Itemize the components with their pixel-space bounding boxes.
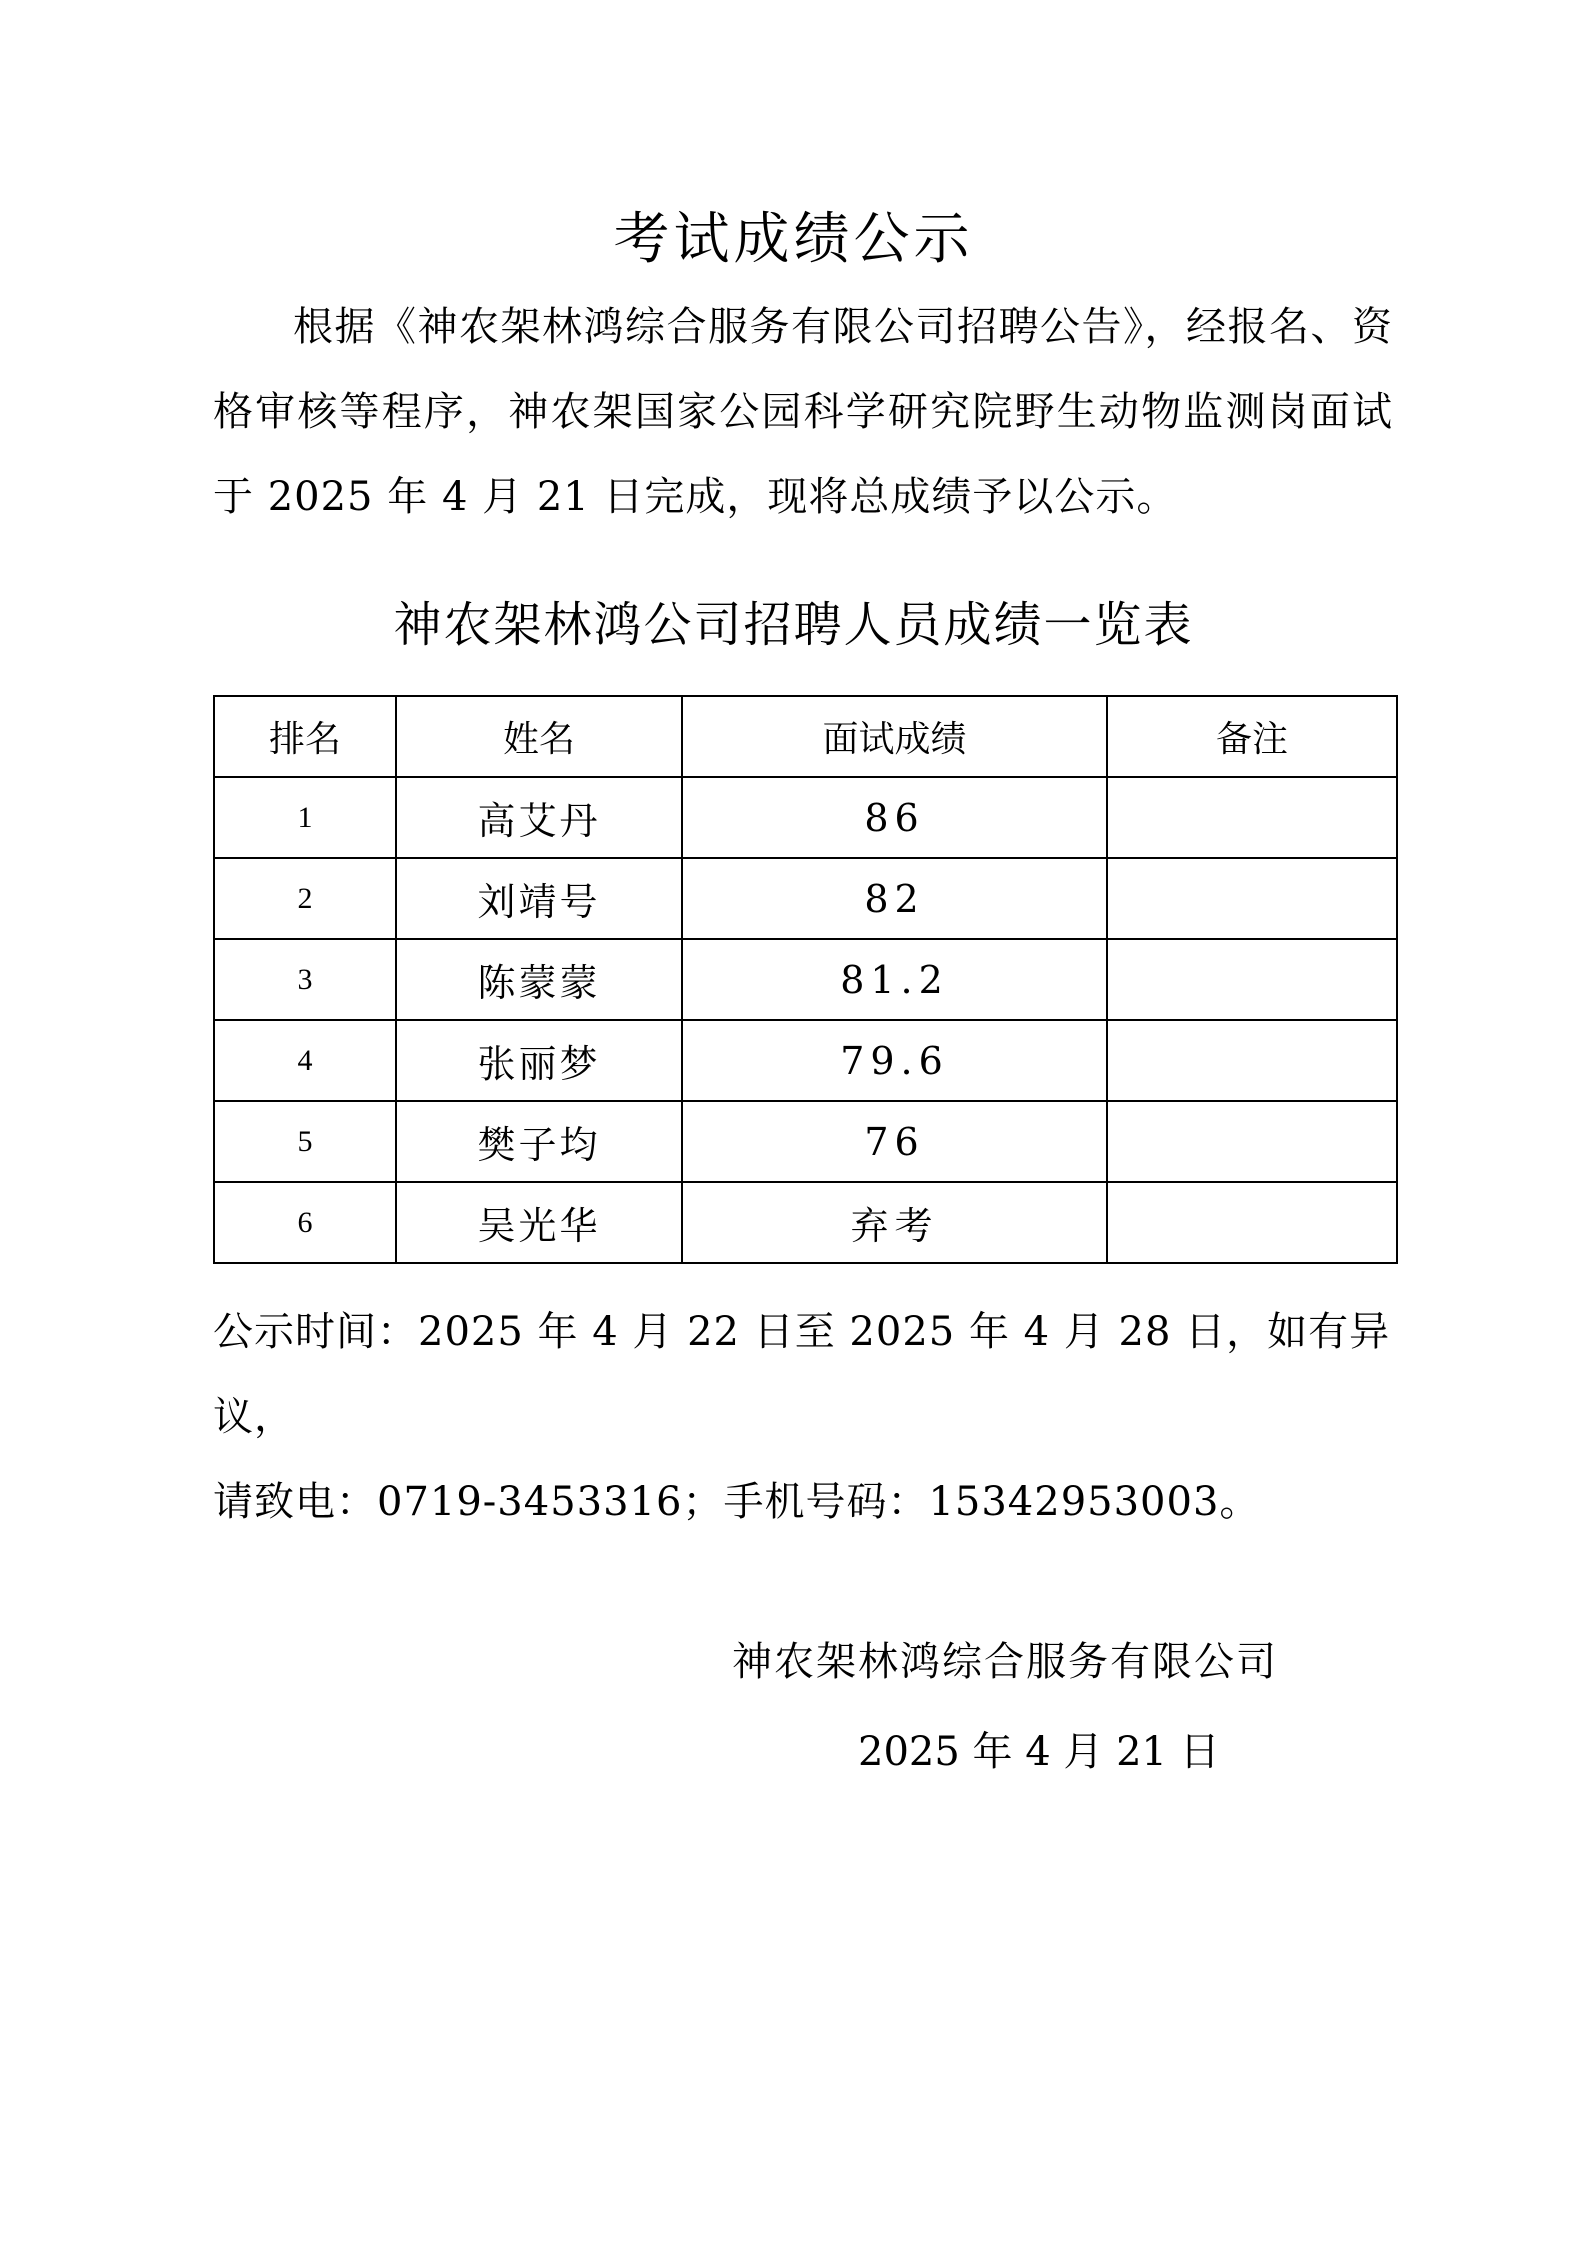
cell-name: 张丽梦 [396,1020,682,1101]
cell-name: 陈蒙蒙 [396,939,682,1020]
cell-score: 82 [682,858,1107,939]
cell-note [1107,1182,1397,1263]
cell-name: 吴光华 [396,1182,682,1263]
table-row [214,858,1397,939]
signature-company: 神农架林鸿综合服务有限公司 [732,1639,1278,1685]
cell-name: 高艾丹 [396,777,682,858]
score-table [213,695,1398,1264]
header-rank: 排名 [214,696,396,777]
cell-rank: 6 [214,1182,396,1263]
cell-rank: 3 [214,939,396,1020]
intro-paragraph: 根据《神农架林鸿综合服务有限公司招聘公告》，经报名、资格审核等程序，神农架国家公园科学研究院野生动物监测岗面试于 2025 年 4 月 21 日完成，现将总成绩予以公示。 [213,304,1393,520]
cell-rank: 2 [214,858,396,939]
signature-date: 2025 年 4 月 21 日 [858,1729,1220,1775]
header-note: 备注 [1107,696,1397,777]
page-title: 考试成绩公示 [613,207,974,272]
cell-score: 弃考 [682,1182,1107,1263]
table-row [214,939,1397,1020]
cell-note [1107,1020,1397,1101]
cell-score: 79.6 [682,1020,1107,1101]
cell-rank: 1 [214,777,396,858]
cell-name: 樊子均 [396,1101,682,1182]
notice-period-line: 公示时间：2025 年 4 月 22 日至 2025 年 4 月 28 日，如有异议， [213,1309,1391,1440]
cell-score: 81.2 [682,939,1107,1020]
cell-note [1107,939,1397,1020]
publicity-notice [213,1290,1393,1545]
cell-name: 刘靖号 [396,858,682,939]
table-row [214,1182,1397,1263]
table-row [214,1020,1397,1101]
notice-contact-line: 请致电：0719-3453316；手机号码：15342953003。 [213,1479,1261,1525]
cell-note [1107,858,1397,939]
table-row [214,777,1397,858]
header-name: 姓名 [396,696,682,777]
cell-rank: 4 [214,1020,396,1101]
table-caption: 神农架林鸿公司招聘人员成绩一览表 [393,597,1194,653]
cell-score: 76 [682,1101,1107,1182]
table-row [214,1101,1397,1182]
cell-rank: 5 [214,1101,396,1182]
cell-note [1107,1101,1397,1182]
header-score: 面试成绩 [682,696,1107,777]
table-header-row [214,696,1397,777]
cell-note [1107,777,1397,858]
cell-score: 86 [682,777,1107,858]
